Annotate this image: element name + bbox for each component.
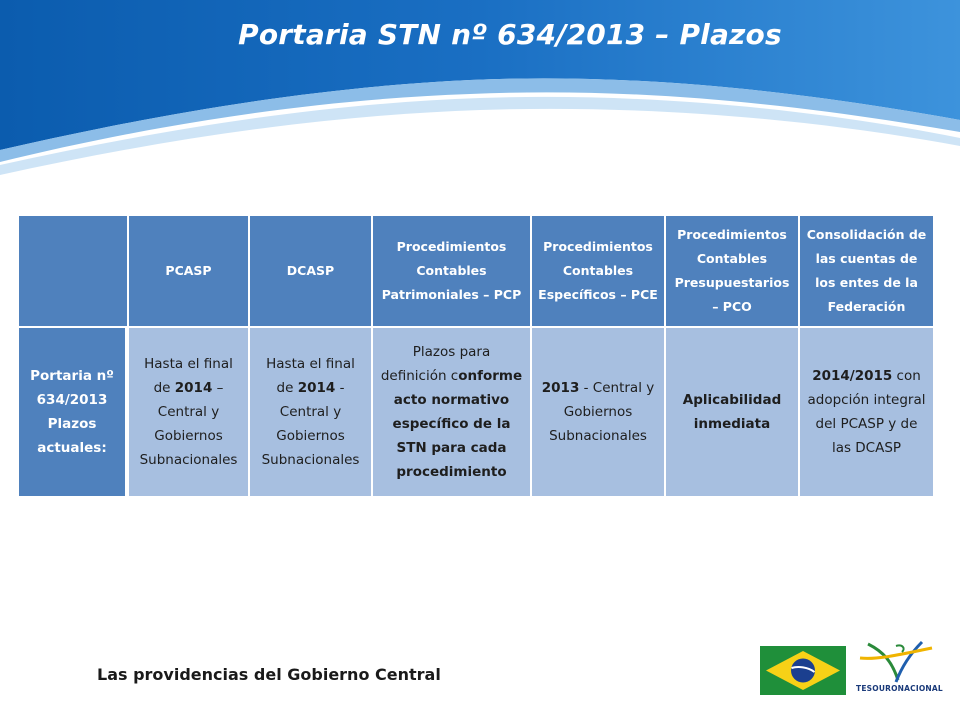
footer-caption: Las providencias del Gobierno Central	[97, 665, 441, 684]
deadlines-table	[19, 216, 933, 496]
table-header-pco: Procedimientos Contables Presupuestarios – PCO	[666, 216, 798, 326]
cell-text: Plazos para definición conforme acto normativo específico de la STN para cada procedimiento	[380, 344, 523, 480]
table-row-label: Portaria nº 634/2013 Plazos actuales:	[19, 328, 125, 496]
table-cell-pcasp	[129, 328, 248, 496]
logo-wordmark: TESOURONACIONAL	[856, 684, 943, 693]
table-header-consolidacion: Consolidación de las cuentas de los entes de la Federación	[800, 216, 933, 326]
table-cell-pcp	[373, 328, 530, 496]
table-header-pcp: Procedimientos Contables Patrimoniales – PCP	[373, 216, 530, 326]
table-header-pcasp: PCASP	[129, 216, 248, 326]
table-header-pce: Procedimientos Contables Específicos – PCE	[532, 216, 664, 326]
cell-text: 2014/2015 con adopción integral del PCASP y de las DCASP	[807, 368, 926, 456]
table-cell-pce	[532, 328, 664, 496]
table-cell-consolidacion	[800, 328, 933, 496]
slide-title: Portaria STN nº 634/2013 – Plazos	[238, 18, 782, 51]
cell-text: 2013 - Central y Gobiernos Subnacionales	[541, 380, 655, 444]
cell-text: Hasta el final de 2014 - Central y Gobiernos Subnacionales	[261, 356, 360, 468]
cell-text: Hasta el final de 2014 – Central y Gobiernos Subnacionales	[139, 356, 238, 468]
cell-text: Aplicabilidad inmediata	[682, 392, 782, 432]
table-header-corner	[19, 216, 127, 326]
table-cell-pco	[666, 328, 798, 496]
table-header-dcasp: DCASP	[250, 216, 371, 326]
brazil-flag-icon	[760, 646, 846, 695]
table-cell-dcasp	[250, 328, 371, 496]
